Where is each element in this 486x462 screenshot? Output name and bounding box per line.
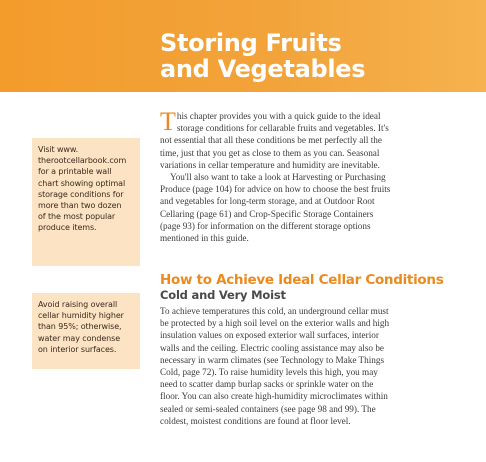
body-line: time, just that you get as close to them as you can. Seasonal bbox=[160, 147, 380, 158]
drop-cap: T bbox=[160, 107, 176, 136]
body-line: insulation values on exposed exterior wall surfaces, interior bbox=[160, 330, 379, 341]
sidebar-note-line: than 95%; otherwise, bbox=[38, 322, 122, 332]
body-line: need to scatter damp burlap sacks or sprinkle water on the bbox=[160, 379, 374, 390]
body-line: his chapter provides you with a quick guide to the ideal bbox=[176, 111, 381, 121]
body-line: not essential that all these conditions be met perfectly all the bbox=[160, 135, 382, 146]
body-line: storage conditions for cellarable fruits and vegetables. It's bbox=[176, 123, 389, 134]
body-line: You'll also want to take a look at Harvesting or Purchasing bbox=[170, 172, 386, 183]
section-body-text bbox=[160, 305, 460, 427]
body-line: coldest, moistest conditions are found at floor level. bbox=[160, 415, 351, 426]
page-title bbox=[160, 30, 365, 82]
intro-paragraph-1 bbox=[160, 107, 460, 171]
sidebar-note-line: Avoid raising overall bbox=[38, 300, 118, 309]
intro-text bbox=[160, 107, 460, 244]
sidebar-note-line: Visit www. bbox=[38, 145, 79, 154]
sidebar-note-line: water may condense bbox=[38, 333, 121, 343]
body-line: and vegetables for long-term storage, and at Outdoor Root bbox=[160, 196, 375, 207]
body-line: necessary in warm climates (see Technology to Make Things bbox=[160, 354, 385, 365]
sidebar-note-line: on interior surfaces. bbox=[38, 344, 117, 354]
sidebar-note-line: chart showing optimal bbox=[38, 178, 126, 188]
sidebar-note-humidity bbox=[32, 293, 140, 369]
header-banner bbox=[0, 0, 486, 92]
body-line: To achieve temperatures this cold, an underground cellar must bbox=[160, 306, 389, 316]
body-line: variations in cellar temperature and humidity are inevitable. bbox=[160, 159, 380, 170]
page-title-line-1: Storing Fruits bbox=[160, 29, 342, 57]
sidebar-note-line: therootcellarbook.com bbox=[38, 156, 127, 166]
body-line: Cellaring (page 61) and Crop-Specific Storage Containers bbox=[160, 208, 374, 219]
intro-paragraph-2 bbox=[160, 171, 460, 244]
body-line: mentioned in this guide. bbox=[160, 233, 249, 244]
section-subheading: Cold and Very Moist bbox=[160, 288, 286, 302]
body-line: (page 93) for information on the different storage options bbox=[160, 220, 371, 231]
sidebar-note-line: for a printable wall bbox=[38, 167, 112, 177]
page-title-line-2: and Vegetables bbox=[160, 55, 366, 83]
sidebar-note-line: cellar humidity higher bbox=[38, 311, 124, 321]
sidebar-note-line: of the most popular bbox=[38, 212, 116, 222]
body-line: floor. You can also create high-humidity microclimates within bbox=[160, 391, 388, 402]
sidebar-note-line: produce items. bbox=[38, 223, 97, 233]
body-line: be protected by a high soil level on the exterior walls and high bbox=[160, 318, 390, 329]
sidebar-note-wall-chart bbox=[32, 138, 140, 266]
body-line: Cold, page 72). To raise humidity levels this high, you may bbox=[160, 367, 378, 378]
section-heading: How to Achieve Ideal Cellar Conditions bbox=[160, 272, 444, 288]
sidebar-note-line: storage conditions for bbox=[38, 189, 124, 199]
body-line: walls and the ceiling. Electric cooling assistance may also be bbox=[160, 342, 384, 353]
body-line: Produce (page 104) for advice on how to choose the best fruits bbox=[160, 184, 391, 195]
sidebar-note-line: more than two dozen bbox=[38, 201, 122, 211]
body-line: sealed or semi-sealed containers (see page 98 and 99). The bbox=[160, 403, 376, 414]
